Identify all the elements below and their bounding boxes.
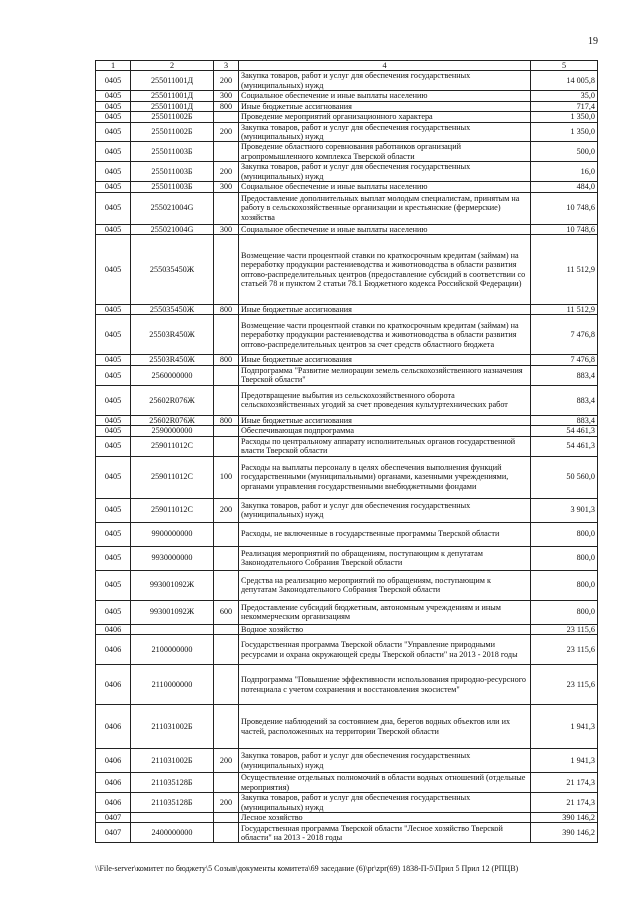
target-code-cell: 25503R450Ж bbox=[131, 315, 214, 355]
table-row bbox=[96, 823, 598, 843]
section-code-cell: 0405 bbox=[96, 305, 131, 315]
amount-cell: 1 941,3 bbox=[531, 705, 598, 749]
table-row bbox=[96, 235, 598, 305]
table-row bbox=[96, 436, 598, 456]
expense-type-cell: 200 bbox=[214, 162, 239, 182]
header-col-2: 2 bbox=[131, 61, 214, 71]
section-code-cell: 0405 bbox=[96, 235, 131, 305]
amount-cell: 35,0 bbox=[531, 91, 598, 101]
table-row bbox=[96, 635, 598, 665]
target-code-cell: 255011001Д bbox=[131, 71, 214, 91]
table-row bbox=[96, 305, 598, 315]
target-code-cell: 211031002Б bbox=[131, 705, 214, 749]
section-code-cell: 0405 bbox=[96, 112, 131, 122]
amount-cell: 1 941,3 bbox=[531, 749, 598, 773]
amount-cell: 14 005,8 bbox=[531, 71, 598, 91]
section-code-cell: 0406 bbox=[96, 635, 131, 665]
header-col-1: 1 bbox=[96, 61, 131, 71]
expense-type-cell bbox=[214, 112, 239, 122]
section-code-cell: 0405 bbox=[96, 426, 131, 436]
item-name-cell: Закупка товаров, работ и услуг для обеспечения государственных (муниципальных) нужд bbox=[239, 749, 531, 773]
table-row bbox=[96, 91, 598, 101]
table-row bbox=[96, 793, 598, 813]
table-row bbox=[96, 142, 598, 162]
expense-type-cell bbox=[214, 522, 239, 546]
item-name-cell: Иные бюджетные ассигнования bbox=[239, 101, 531, 111]
table-row bbox=[96, 426, 598, 436]
expense-type-cell bbox=[214, 705, 239, 749]
section-code-cell: 0405 bbox=[96, 355, 131, 365]
section-code-cell: 0405 bbox=[96, 142, 131, 162]
target-code-cell: 211035128Б bbox=[131, 773, 214, 793]
section-code-cell: 0406 bbox=[96, 705, 131, 749]
target-code-cell: 255011003Б bbox=[131, 162, 214, 182]
item-name-cell: Проведение мероприятий организационного характера bbox=[239, 112, 531, 122]
amount-cell: 390 146,2 bbox=[531, 823, 598, 843]
table-header-row bbox=[96, 61, 598, 71]
expense-type-cell: 200 bbox=[214, 71, 239, 91]
item-name-cell: Подпрограмма "Развитие мелиорации земель сельскохозяйственного назначения Тверской области" bbox=[239, 365, 531, 385]
table-row bbox=[96, 162, 598, 182]
target-code-cell: 9930000000 bbox=[131, 546, 214, 570]
section-code-cell: 0406 bbox=[96, 624, 131, 634]
section-code-cell: 0405 bbox=[96, 456, 131, 498]
expense-type-cell bbox=[214, 385, 239, 415]
expense-type-cell: 300 bbox=[214, 182, 239, 192]
amount-cell: 23 115,6 bbox=[531, 635, 598, 665]
target-code-cell: 255011002Б bbox=[131, 112, 214, 122]
amount-cell: 16,0 bbox=[531, 162, 598, 182]
target-code-cell: 255035450Ж bbox=[131, 305, 214, 315]
expense-type-cell: 200 bbox=[214, 749, 239, 773]
expense-type-cell: 800 bbox=[214, 415, 239, 425]
amount-cell: 390 146,2 bbox=[531, 813, 598, 823]
table-row bbox=[96, 498, 598, 522]
table-row bbox=[96, 624, 598, 634]
amount-cell: 3 901,3 bbox=[531, 498, 598, 522]
item-name-cell: Социальное обеспечение и иные выплаты населению bbox=[239, 91, 531, 101]
section-code-cell: 0406 bbox=[96, 749, 131, 773]
target-code-cell: 259011012С bbox=[131, 456, 214, 498]
item-name-cell: Возмещение части процентной ставки по краткосрочным кредитам (займам) на переработку продукции растениеводства и животноводства в области развития оптово-распределительных центров за счет средств областного бюджета bbox=[239, 315, 531, 355]
page-number: 19 bbox=[588, 36, 598, 47]
amount-cell: 23 115,6 bbox=[531, 665, 598, 705]
item-name-cell: Предоставление субсидий бюджетным, автономным учреждениям и иным некоммерческим организациям bbox=[239, 600, 531, 624]
item-name-cell: Предотвращение выбытия из сельскохозяйственного оборота сельскохозяйственных угодий за счет проведения культуртехнических работ bbox=[239, 385, 531, 415]
target-code-cell bbox=[131, 813, 214, 823]
table-row bbox=[96, 665, 598, 705]
target-code-cell: 259011012С bbox=[131, 436, 214, 456]
amount-cell: 21 174,3 bbox=[531, 793, 598, 813]
item-name-cell: Проведение наблюдений за состоянием дна, берегов водных объектов или их частей, расположенных на территории Тверской области bbox=[239, 705, 531, 749]
table-row bbox=[96, 182, 598, 192]
target-code-cell: 255011002Б bbox=[131, 122, 214, 142]
expense-type-cell bbox=[214, 235, 239, 305]
amount-cell: 800,0 bbox=[531, 570, 598, 600]
item-name-cell: Осуществление отдельных полномочий в области водных отношений (отдельные мероприятия) bbox=[239, 773, 531, 793]
item-name-cell: Государственная программа Тверской области "Управление природными ресурсами и охрана окружающей среды Тверской области" на 2013 - 2018 годы bbox=[239, 635, 531, 665]
amount-cell: 484,0 bbox=[531, 182, 598, 192]
section-code-cell: 0406 bbox=[96, 793, 131, 813]
target-code-cell: 255011001Д bbox=[131, 101, 214, 111]
section-code-cell: 0405 bbox=[96, 315, 131, 355]
target-code-cell: 255035450Ж bbox=[131, 235, 214, 305]
target-code-cell: 993001092Ж bbox=[131, 600, 214, 624]
section-code-cell: 0405 bbox=[96, 71, 131, 91]
item-name-cell: Социальное обеспечение и иные выплаты населению bbox=[239, 224, 531, 234]
target-code-cell: 255021004G bbox=[131, 224, 214, 234]
target-code-cell: 2110000000 bbox=[131, 665, 214, 705]
item-name-cell: Предоставление дополнительных выплат молодым специалистам, принятым на работу в сельскохозяйственные организации и крестьянские (фермерские) хозяйства bbox=[239, 192, 531, 224]
item-name-cell: Возмещение части процентной ставки по краткосрочным кредитам (займам) на переработку продукции растениеводства и животноводства в области развития оптово-распределительных центров (предоставление субсидий в соответствии со статьей 78 и пунктом 2 статьи 78.1 Бюджетного кодекса Российской Федерации) bbox=[239, 235, 531, 305]
target-code-cell: 25503R450Ж bbox=[131, 355, 214, 365]
item-name-cell: Обеспечивающая подпрограмма bbox=[239, 426, 531, 436]
section-code-cell: 0405 bbox=[96, 385, 131, 415]
amount-cell: 7 476,8 bbox=[531, 355, 598, 365]
table-row bbox=[96, 546, 598, 570]
section-code-cell: 0405 bbox=[96, 436, 131, 456]
amount-cell: 1 350,0 bbox=[531, 122, 598, 142]
section-code-cell: 0405 bbox=[96, 365, 131, 385]
amount-cell: 10 748,6 bbox=[531, 192, 598, 224]
expense-type-cell bbox=[214, 365, 239, 385]
section-code-cell: 0405 bbox=[96, 600, 131, 624]
amount-cell: 883,4 bbox=[531, 415, 598, 425]
section-code-cell: 0405 bbox=[96, 162, 131, 182]
amount-cell: 54 461,3 bbox=[531, 426, 598, 436]
expense-type-cell: 300 bbox=[214, 91, 239, 101]
target-code-cell: 2400000000 bbox=[131, 823, 214, 843]
item-name-cell: Закупка товаров, работ и услуг для обеспечения государственных (муниципальных) нужд bbox=[239, 498, 531, 522]
amount-cell: 500,0 bbox=[531, 142, 598, 162]
expense-type-cell bbox=[214, 546, 239, 570]
expense-type-cell: 600 bbox=[214, 600, 239, 624]
amount-cell: 11 512,9 bbox=[531, 235, 598, 305]
expense-type-cell bbox=[214, 823, 239, 843]
table-row bbox=[96, 101, 598, 111]
expense-type-cell bbox=[214, 665, 239, 705]
section-code-cell: 0405 bbox=[96, 415, 131, 425]
section-code-cell: 0406 bbox=[96, 773, 131, 793]
amount-cell: 10 748,6 bbox=[531, 224, 598, 234]
expense-type-cell bbox=[214, 436, 239, 456]
header-col-3: 3 bbox=[214, 61, 239, 71]
section-code-cell: 0405 bbox=[96, 498, 131, 522]
amount-cell: 717,4 bbox=[531, 101, 598, 111]
item-name-cell: Социальное обеспечение и иные выплаты населению bbox=[239, 182, 531, 192]
amount-cell: 800,0 bbox=[531, 546, 598, 570]
target-code-cell: 993001092Ж bbox=[131, 570, 214, 600]
target-code-cell: 255011003Б bbox=[131, 142, 214, 162]
target-code-cell: 259011012С bbox=[131, 498, 214, 522]
amount-cell: 800,0 bbox=[531, 600, 598, 624]
section-code-cell: 0407 bbox=[96, 823, 131, 843]
item-name-cell: Закупка товаров, работ и услуг для обеспечения государственных (муниципальных) нужд bbox=[239, 71, 531, 91]
item-name-cell: Водное хозяйство bbox=[239, 624, 531, 634]
table-row bbox=[96, 112, 598, 122]
target-code-cell: 211035128Б bbox=[131, 793, 214, 813]
section-code-cell: 0405 bbox=[96, 224, 131, 234]
expense-type-cell: 200 bbox=[214, 122, 239, 142]
item-name-cell: Реализация мероприятий по обращениям, поступающим к депутатам Законодательного Собрания Тверской области bbox=[239, 546, 531, 570]
section-code-cell: 0407 bbox=[96, 813, 131, 823]
section-code-cell: 0405 bbox=[96, 91, 131, 101]
table-row bbox=[96, 315, 598, 355]
table-row bbox=[96, 570, 598, 600]
expense-type-cell: 200 bbox=[214, 498, 239, 522]
table-row bbox=[96, 415, 598, 425]
item-name-cell: Расходы, не включенные в государственные программы Тверской области bbox=[239, 522, 531, 546]
section-code-cell: 0405 bbox=[96, 570, 131, 600]
table-row bbox=[96, 813, 598, 823]
expense-type-cell bbox=[214, 624, 239, 634]
table-row bbox=[96, 600, 598, 624]
amount-cell: 21 174,3 bbox=[531, 773, 598, 793]
expense-type-cell: 300 bbox=[214, 224, 239, 234]
expense-type-cell: 100 bbox=[214, 456, 239, 498]
header-col-5: 5 bbox=[531, 61, 598, 71]
item-name-cell: Расходы на выплаты персоналу в целях обеспечения выполнения функций государственными (муниципальными) органами, казенными учреждениями, органами управления государственными внебюджетными фондами bbox=[239, 456, 531, 498]
table-row bbox=[96, 122, 598, 142]
target-code-cell: 2590000000 bbox=[131, 426, 214, 436]
expense-type-cell bbox=[214, 635, 239, 665]
item-name-cell: Иные бюджетные ассигнования bbox=[239, 415, 531, 425]
target-code-cell: 255011001Д bbox=[131, 91, 214, 101]
target-code-cell: 2100000000 bbox=[131, 635, 214, 665]
item-name-cell: Лесное хозяйство bbox=[239, 813, 531, 823]
target-code-cell: 25602R076Ж bbox=[131, 385, 214, 415]
expense-type-cell bbox=[214, 570, 239, 600]
section-code-cell: 0405 bbox=[96, 182, 131, 192]
expense-type-cell bbox=[214, 192, 239, 224]
table-row bbox=[96, 71, 598, 91]
item-name-cell: Средства на реализацию мероприятий по обращениям, поступающим к депутатам Законодательного Собрания Тверской области bbox=[239, 570, 531, 600]
item-name-cell: Закупка товаров, работ и услуг для обеспечения государственных (муниципальных) нужд bbox=[239, 122, 531, 142]
item-name-cell: Расходы по центральному аппарату исполнительных органов государственной власти Тверской области bbox=[239, 436, 531, 456]
amount-cell: 883,4 bbox=[531, 365, 598, 385]
item-name-cell: Подпрограмма "Повышение эффективности использования природно-ресурсного потенциала с учетом сохранения и восстановления экосистем" bbox=[239, 665, 531, 705]
expense-type-cell: 800 bbox=[214, 101, 239, 111]
amount-cell: 11 512,9 bbox=[531, 305, 598, 315]
expense-type-cell: 200 bbox=[214, 793, 239, 813]
item-name-cell: Иные бюджетные ассигнования bbox=[239, 305, 531, 315]
table-row bbox=[96, 385, 598, 415]
expense-type-cell: 800 bbox=[214, 355, 239, 365]
item-name-cell: Государственная программа Тверской области "Лесное хозяйство Тверской области" на 2013 - 2018 годы bbox=[239, 823, 531, 843]
table-row bbox=[96, 749, 598, 773]
item-name-cell: Закупка товаров, работ и услуг для обеспечения государственных (муниципальных) нужд bbox=[239, 793, 531, 813]
expense-type-cell bbox=[214, 315, 239, 355]
target-code-cell: 211031002Б bbox=[131, 749, 214, 773]
table-row bbox=[96, 456, 598, 498]
table-row bbox=[96, 705, 598, 749]
section-code-cell: 0405 bbox=[96, 546, 131, 570]
amount-cell: 883,4 bbox=[531, 385, 598, 415]
item-name-cell: Иные бюджетные ассигнования bbox=[239, 355, 531, 365]
target-code-cell: 2560000000 bbox=[131, 365, 214, 385]
expense-type-cell bbox=[214, 773, 239, 793]
target-code-cell: 9900000000 bbox=[131, 522, 214, 546]
target-code-cell: 255011003Б bbox=[131, 182, 214, 192]
section-code-cell: 0406 bbox=[96, 665, 131, 705]
section-code-cell: 0405 bbox=[96, 101, 131, 111]
target-code-cell: 25602R076Ж bbox=[131, 415, 214, 425]
table-row bbox=[96, 773, 598, 793]
amount-cell: 50 560,0 bbox=[531, 456, 598, 498]
table-row bbox=[96, 365, 598, 385]
amount-cell: 54 461,3 bbox=[531, 436, 598, 456]
expense-type-cell bbox=[214, 142, 239, 162]
section-code-cell: 0405 bbox=[96, 192, 131, 224]
section-code-cell: 0405 bbox=[96, 522, 131, 546]
amount-cell: 23 115,6 bbox=[531, 624, 598, 634]
file-path-footer: \\File-server\комитет по бюджету\5 Созыв\документы комитета\69 заседание (6)\pr\zpr(69) 1838-П-5\Прил 5 Прил 12 (РПЦВ) bbox=[95, 864, 519, 873]
target-code-cell bbox=[131, 624, 214, 634]
section-code-cell: 0405 bbox=[96, 122, 131, 142]
expense-type-cell bbox=[214, 426, 239, 436]
budget-table bbox=[95, 60, 598, 843]
expense-type-cell bbox=[214, 813, 239, 823]
target-code-cell: 255021004G bbox=[131, 192, 214, 224]
table-row bbox=[96, 224, 598, 234]
amount-cell: 7 476,8 bbox=[531, 315, 598, 355]
expense-type-cell: 800 bbox=[214, 305, 239, 315]
item-name-cell: Проведение областного соревнования работников организаций агропромышленного комплекса Тверской области bbox=[239, 142, 531, 162]
item-name-cell: Закупка товаров, работ и услуг для обеспечения государственных (муниципальных) нужд bbox=[239, 162, 531, 182]
table-row bbox=[96, 355, 598, 365]
header-col-4: 4 bbox=[239, 61, 531, 71]
table-row bbox=[96, 192, 598, 224]
amount-cell: 800,0 bbox=[531, 522, 598, 546]
amount-cell: 1 350,0 bbox=[531, 112, 598, 122]
table-row bbox=[96, 522, 598, 546]
